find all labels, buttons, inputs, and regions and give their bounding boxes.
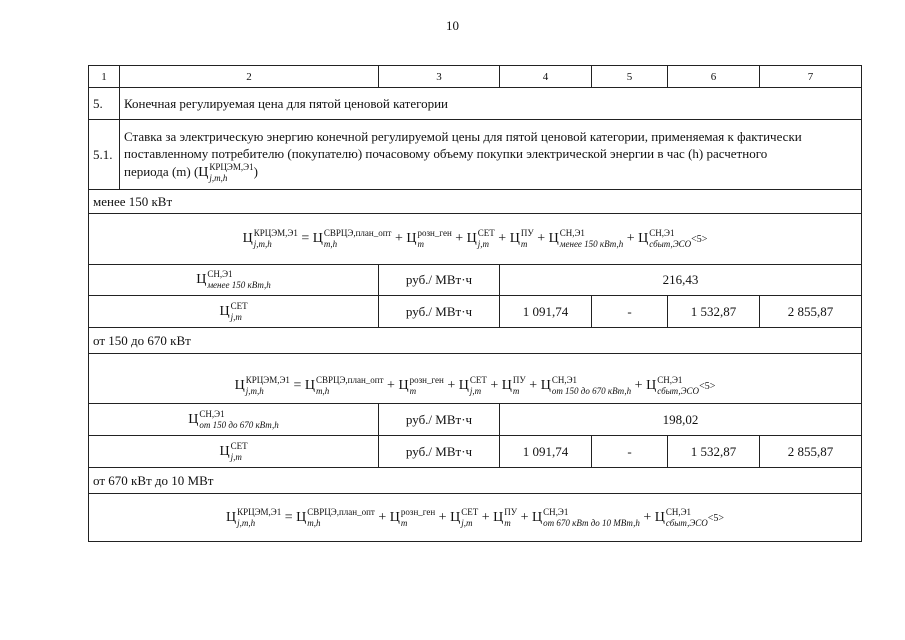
section-title: Конечная регулируемая цена для пятой ценовой категории <box>120 88 862 120</box>
group-label-3: от 670 кВт до 10 МВт <box>89 468 862 494</box>
formula-3: Ц КРЦЭМ,Э1 j,m,h = Ц СВРЦЭ,план_опт m,h + Ц розн_ген m + Ц СЕТ j,m + Ц ПУ m + Ц СН,Э1 от 670 кВт до 10 МВт,h + Ц СН,Э1 сбыт,ЭСО <5> <box>89 494 862 542</box>
set-value-cell: 2 855,87 <box>760 296 862 328</box>
set-value-cell: 1 091,74 <box>500 296 592 328</box>
set-symbol-1: Ц СЕТ j,m <box>89 296 379 328</box>
group-label-1: менее 150 кВт <box>89 190 862 214</box>
unit-cell: руб./ МВт·ч <box>379 436 500 468</box>
col-header-1: 1 <box>89 66 120 88</box>
col-header-2: 2 <box>120 66 379 88</box>
set-rate-row <box>89 296 862 328</box>
header-row <box>89 66 862 88</box>
tariff-table <box>88 65 862 542</box>
formula-row <box>89 494 862 542</box>
set-value-cell: 1 532,87 <box>668 436 760 468</box>
sn-value-2: 198,02 <box>500 404 862 436</box>
group-label-row <box>89 328 862 354</box>
set-value-cell: - <box>592 436 668 468</box>
unit-cell: руб./ МВт·ч <box>379 265 500 296</box>
set-value-cell: - <box>592 296 668 328</box>
formula-2: Ц КРЦЭМ,Э1 j,m,h = Ц СВРЦЭ,план_опт m,h + Ц розн_ген m + Ц СЕТ j,m + Ц ПУ m + Ц СН,Э1 от 150 до 670 кВт,h + Ц СН,Э1 сбыт,ЭСО <5> <box>89 354 862 404</box>
formula-1: Ц КРЦЭМ,Э1 j,m,h = Ц СВРЦЭ,план_опт m,h + Ц розн_ген m + Ц СЕТ j,m + Ц ПУ m + Ц СН,Э1 менее 150 кВт,h + Ц СН,Э1 сбыт,ЭСО <5> <box>89 214 862 265</box>
sn-value-1: 216,43 <box>500 265 862 296</box>
sn-rate-row <box>89 404 862 436</box>
sn-symbol-2: Ц СН,Э1 от 150 до 670 кВт,h <box>89 404 379 436</box>
sn-rate-row <box>89 265 862 296</box>
description-line-3: периода (m) ( <box>124 163 199 179</box>
col-header-5: 5 <box>592 66 668 88</box>
group-label-row <box>89 190 862 214</box>
col-header-4: 4 <box>500 66 592 88</box>
subsection-description: Ставка за электрическую энергию конечной регулируемой цены для пятой ценовой категории, применяемая к фактически поставленному потребителю (покупателю) почасовому объему покупки электрической энергии в час (h) расчетного периода (m) (Ц КРЦЭМ,Э1 j,m,h ) <box>120 120 862 190</box>
col-header-7: 7 <box>760 66 862 88</box>
description-line-2: поставленному потребителю (покупателю) почасовому объему покупки электрической энергии в час (h) расчетного <box>124 145 768 161</box>
unit-cell: руб./ МВт·ч <box>379 404 500 436</box>
krcem-symbol: Ц КРЦЭМ,Э1 j,m,h <box>198 161 254 183</box>
group-label-row <box>89 468 862 494</box>
set-symbol-2: Ц СЕТ j,m <box>89 436 379 468</box>
group-label-2: от 150 до 670 кВт <box>89 328 862 354</box>
description-line-1: Ставка за электрическую энергию конечной регулируемой цены для пятой ценовой категории, применяемая к фактически <box>124 128 802 144</box>
page-number: 10 <box>446 18 459 33</box>
set-value-cell: 2 855,87 <box>760 436 862 468</box>
set-value-cell: 1 091,74 <box>500 436 592 468</box>
section-row <box>89 88 862 120</box>
sn-symbol-1: Ц СН,Э1 менее 150 кВт,h <box>89 265 379 296</box>
col-header-6: 6 <box>668 66 760 88</box>
formula-row <box>89 354 862 404</box>
col-header-3: 3 <box>379 66 500 88</box>
subsection-row <box>89 120 862 190</box>
set-rate-row <box>89 436 862 468</box>
set-value-cell: 1 532,87 <box>668 296 760 328</box>
section-number: 5. <box>89 88 120 120</box>
formula-row <box>89 214 862 265</box>
subsection-number: 5.1. <box>89 120 120 190</box>
unit-cell: руб./ МВт·ч <box>379 296 500 328</box>
